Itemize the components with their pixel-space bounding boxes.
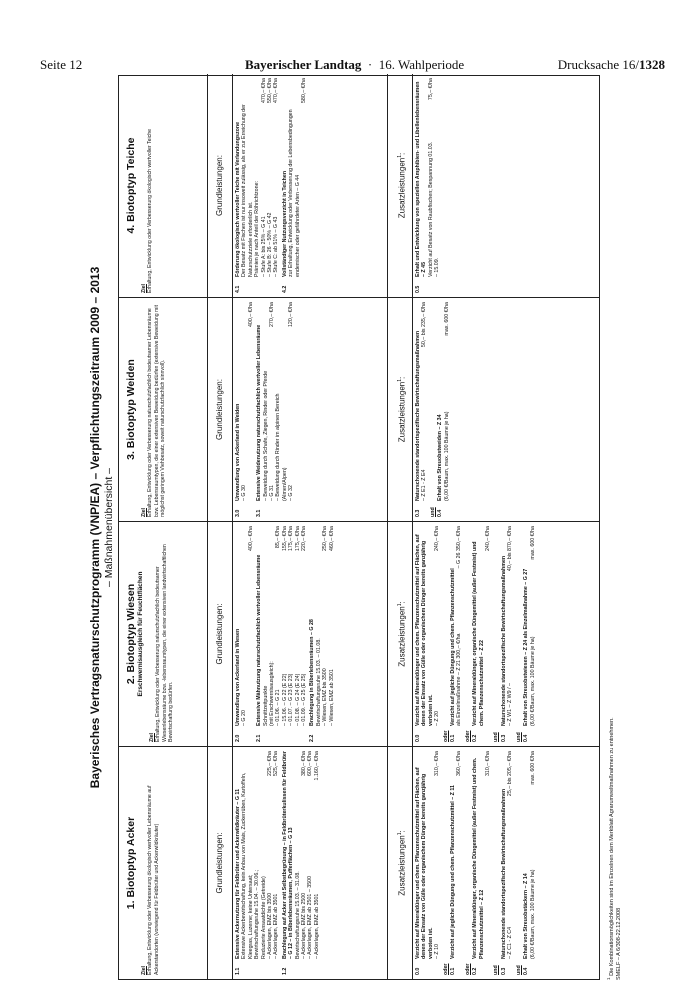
grundleistungen-heading: Grundleistungen: — [207, 74, 233, 297]
measure-body — [415, 751, 441, 959]
rate-row — [485, 751, 491, 959]
footnote-marker: 1 — [397, 832, 403, 836]
goal-text: Erhaltung, Entwicklung oder Verbesserung ökologisch wertvoller Lebensräume auf Ackerstandorten (vorwiegend für Feldbrüter und Ackerwildkräuter) — [147, 785, 160, 975]
measure-body — [415, 302, 428, 501]
measure-number: 2.2 — [309, 734, 316, 742]
measure-body — [501, 526, 514, 726]
table-subtitle: – Maßnahmenübersicht – — [103, 467, 115, 588]
rate-label — [485, 813, 491, 959]
measure-heading: Umwandlung von Ackerland in Weiden — [235, 403, 241, 501]
grundleistungen-heading: Grundleistungen: — [207, 747, 233, 979]
measure-item — [472, 526, 491, 742]
conjunction: oder — [464, 730, 471, 742]
measure-heading: Verzicht auf Mineraldünger, organische Düngemittel (außer Festmist) und chem. Pflanzenschutzmittel – Z 12 — [472, 757, 485, 959]
measure-heading: Förderung ökologisch wertvoller Teiche mit Verlandungszone — [235, 121, 241, 277]
conjunction: oder — [442, 963, 449, 975]
measure-heading: Verzicht auf jegliche Düngung und chem. Pflanzenschutzmittel – Z 11 — [450, 785, 457, 959]
measure-item — [415, 751, 441, 975]
rate-label: – Z 10 — [434, 943, 441, 959]
measure-item — [235, 302, 254, 517]
rate-label: – 01.07. – G 23 (E 23) — [288, 673, 295, 726]
rate-label — [301, 140, 307, 277]
rate-value: 240,– €/ha — [434, 526, 441, 552]
grundleistungen-list — [235, 74, 309, 297]
rate-label: – Ackerlagen, EMZ ab 3501 — [313, 893, 320, 959]
measure-body — [235, 78, 280, 277]
measure-text: Bewirtschaftungsruhe 15.04. – 30.06.; — [254, 869, 261, 959]
measure-text: Prämien je nach Anteil der Röhrichtzone: — [254, 181, 261, 277]
conjunction: oder — [442, 730, 449, 742]
measure-heading: Naturschonende standortspezifische Bewirtschaftungsmaßnahmen — [500, 555, 507, 726]
measure-number: 2.1 — [256, 734, 263, 742]
rate-row — [434, 751, 440, 959]
rate-label: – Z E1 - Z E4 — [421, 469, 428, 501]
rate-value: 250,– €/ha — [322, 526, 329, 552]
biotope-column — [119, 74, 599, 298]
rate-value: 360,– €/ha — [456, 751, 463, 777]
column-subtitle: Erschwernisausgleich für Feuchtflächen — [137, 571, 144, 697]
measure-item — [523, 526, 536, 742]
rate-label: – G 31 — [269, 485, 276, 501]
measure-item — [235, 526, 254, 742]
rate-value: 155,– €/ha — [281, 526, 288, 552]
rate-label: – Stufe A: bis 25% – G 41 — [260, 216, 267, 277]
measure-item — [282, 78, 308, 293]
footnote-marker: 1 — [397, 603, 403, 607]
column-goal — [141, 751, 160, 975]
grundleistungen-list — [235, 747, 322, 979]
goal-text: Erhaltung, Entwicklung oder Verbesserung naturschutzfachlich bedeutsamer Wiesenlebensräume bzw. -lebensraumtypen, die einer extensiven landwirtschaftlichen Bewirtschaftung bedürfen. — [155, 544, 174, 742]
measure-text: – Beweidung durch Schafe, Ziegen, Rinder oder Pferde — [262, 370, 269, 501]
measure-item — [450, 751, 463, 975]
rate-label — [456, 813, 462, 959]
measure-number: 0.2 — [472, 734, 479, 742]
rate-label — [248, 588, 254, 726]
rate-value — [275, 302, 288, 364]
rate-value: 75,– €/ha — [427, 78, 434, 101]
measure-item — [235, 751, 280, 975]
rate-value: max. 600 €/ha — [443, 302, 450, 336]
document-number: Drucksache 16/1328 — [557, 57, 665, 72]
publisher-line: Bayerischer Landtag · 16. Wahlperiode — [245, 57, 465, 72]
rate-label: – 01.08. – G 24 (E 24) — [294, 673, 301, 726]
rate-value: 400,– €/ha — [247, 526, 254, 552]
rate-row — [507, 526, 513, 726]
zusatzleistungen-list — [415, 522, 538, 746]
rate-label: (6,00 €/Baum, max. 100 Bäume je ha) — [443, 411, 450, 501]
measure-text: Extensive Ackerbewirtschaftung, kein Anbau von Mais, Zuckerrüben, Kartoffeln, Kleegras, Luzerne; keine Untersaat; — [241, 772, 254, 959]
rate-row — [428, 78, 441, 277]
rate-row — [288, 302, 294, 501]
measure-text: – G 20 — [241, 710, 248, 726]
measure-heading: Verzicht auf jegliche Düngung und chem. Pflanzenschutzmittel — [450, 568, 457, 726]
rate-row — [275, 302, 288, 501]
column-goal — [141, 302, 166, 517]
measure-text: Bewirtschaftungsruhe 15.03. – 01.08. — [315, 638, 322, 726]
rate-row — [530, 751, 536, 959]
measure-item — [256, 302, 294, 517]
column-goal — [141, 78, 154, 293]
measure-number: 3.1 — [256, 509, 263, 517]
zusatz-label: Zusatzleistungen — [397, 606, 407, 667]
rate-label: – Wiesen, EMZ ab 3501 — [328, 669, 335, 726]
measure-heading: Verzicht auf Mineraldünger und chem. Pflanzenschutzmittel auf Flächen, auf denen der Einsatz von Gülle oder organischem Dünger bereits ganzjährig verboten ist. — [415, 534, 434, 726]
measure-body — [282, 78, 308, 277]
measure-number: 0.3 — [415, 509, 421, 517]
measure-heading: Umwandlung von Ackerland in Wiesen — [235, 628, 241, 726]
biotope-column — [119, 522, 599, 747]
rate-value: 175,– €/ha — [294, 526, 301, 552]
column-title: 2. Biotoptyp Wiesen — [125, 583, 137, 685]
measure-text: (mit Erschwernisausgleich): — [269, 661, 276, 726]
rate-label: – Wiesen, EMZ bis 3500 — [322, 668, 329, 726]
goal-text: Erhaltung, Entwicklung oder Verbesserung ökologisch wertvoller Teiche — [147, 129, 154, 293]
measure-body — [235, 526, 254, 726]
rate-row — [421, 302, 427, 501]
rate-row — [273, 78, 279, 277]
measure-text: Der Besatz mit Fischen ist nur insoweit zulässig, als er zur Erreichung der Naturschutzziele erforderlich ist. — [241, 104, 254, 277]
column-title: 1. Biotoptyp Acker — [125, 816, 137, 910]
measure-number: 4.1 — [235, 285, 241, 293]
measure-item — [437, 302, 450, 517]
measure-number: 1.2 — [281, 967, 288, 975]
rate-row — [444, 302, 450, 501]
measure-item — [501, 751, 514, 975]
rate-value: 580,– €/ha — [301, 78, 308, 104]
measure-body — [256, 526, 307, 726]
goal-label: Ziel — [141, 508, 147, 517]
measure-number: 1.1 — [235, 967, 241, 975]
rate-label — [485, 588, 491, 726]
rate-row — [301, 526, 307, 726]
page-header — [40, 57, 665, 75]
goal-label: Ziel — [149, 733, 155, 742]
goal-text: Erhaltung, Entwicklung oder Verbesserung naturschutzfachlich bedeutsamer Lebensräume bzw. Lebensraumtypen, die einer extensiven Beweidung bedürfen (extensive Beweidung mit möglichst geringem Viehbesatz, soweit naturschutzfachlich sinnvoll). — [147, 305, 166, 517]
rate-label: – Ackerlagen, EMZ bis 3500 — [267, 892, 274, 959]
rate-value: 175,– €/ha — [288, 526, 295, 552]
measure-heading: Extensive Weidenutzung naturschutzfachlich wertvoller Lebensräume — [256, 324, 263, 501]
rate-value: 240,– €/ha — [485, 526, 492, 552]
rate-row — [456, 526, 462, 726]
measure-number: 0.0 — [415, 967, 421, 975]
rate-value: max. 600 €/ha — [529, 526, 536, 560]
rotated-measures-table — [88, 75, 628, 980]
measure-heading: Vollständiger Nutzungsverzicht in Teichen — [281, 170, 288, 277]
measure-body — [415, 78, 441, 277]
rate-label: – Z W1 – Z W9 / – — [507, 683, 514, 726]
rate-value: 550,– €/ha — [267, 78, 274, 104]
zusatz-colon: : — [397, 376, 407, 379]
conjunction: und — [515, 965, 522, 975]
measure-body — [523, 526, 536, 726]
rate-value: 270,– €/ha — [269, 302, 276, 328]
zusatzleistungen-list — [415, 74, 443, 297]
conjunction: und — [429, 507, 436, 517]
measure-number: 0.3 — [500, 967, 507, 975]
measure-body — [235, 751, 280, 959]
measure-number: 2.0 — [235, 734, 241, 742]
measure-item — [501, 526, 514, 742]
measure-number: 0.2 — [472, 967, 479, 975]
rate-label: – 01.06. – G 21 — [275, 689, 282, 726]
grundleistungen-list — [235, 522, 337, 746]
rate-value: max. 600 €/ha — [529, 751, 536, 785]
zusatz-label: Zusatzleistungen — [397, 381, 407, 443]
measure-heading: Brachlegung in Biberlebensräumen – G 28 — [309, 619, 316, 726]
measure-text: Schnittzeitpunkte — [262, 685, 269, 726]
measure-item — [523, 751, 536, 975]
rate-value: 120,– €/ha — [288, 302, 295, 328]
measure-number: 0.0 — [415, 734, 421, 742]
measure-body — [472, 526, 491, 726]
measure-heading: Extensive Ackernutzung für Feldbrüter und Ackerwildkräuter – G 11 — [235, 788, 241, 959]
reference-note: SMELF – A 6/308-22.12.2008 — [616, 907, 622, 980]
rate-row — [456, 751, 462, 959]
rate-value: 380,– €/ha — [301, 751, 308, 777]
rate-value: 470,– €/ha — [273, 78, 280, 104]
rate-label: – Ackerlagen, EMZ bis 2500 — [301, 892, 308, 959]
rate-value: 85,– €/ha — [275, 526, 282, 549]
footnote: $^1$ Die Kombinationsmöglichkeiten sind im Einzelnen dem Merkblatt Agrarumweltmaßnahmen zu entnehmen. — [606, 717, 615, 980]
measure-body — [309, 526, 335, 726]
measure-number: 0.4 — [523, 967, 530, 975]
measure-item — [415, 526, 441, 742]
goal-label: Ziel — [141, 966, 147, 975]
zusatz-label: Zusatzleistungen — [397, 157, 407, 219]
measure-body — [450, 751, 463, 959]
column-title: 3. Biotoptyp Weiden — [125, 359, 137, 460]
rate-label: – Z 20 — [434, 710, 441, 726]
rate-value: 470,– €/ha — [260, 78, 267, 104]
rate-label: – 01.09. – G 25 (E 25) — [301, 673, 308, 726]
rate-row — [507, 751, 513, 959]
measure-body — [415, 526, 441, 726]
conjunction: oder — [464, 963, 471, 975]
rate-value: 600,– €/ha — [307, 751, 314, 777]
measure-body — [282, 751, 320, 959]
zusatzleistungen-list — [415, 298, 452, 521]
measure-number: 0.1 — [450, 967, 457, 975]
measure-text: Reduzierte Ansaatdichte (Getreide) — [260, 876, 267, 959]
measure-number: 0.4 — [437, 509, 444, 517]
measure-text: Bewirtschaftungsruhe 15.03. – 31.08. — [294, 871, 301, 959]
rate-value: 25,– bis 205,– €/ha — [507, 751, 514, 797]
zusatz-colon: : — [397, 152, 407, 155]
rate-value: 40,– bis 870,– €/ha — [507, 526, 514, 572]
measure-heading: Extensive Mähnutzung naturschutzfachlich wertvoller Lebensräume — [256, 554, 263, 726]
rate-value: 1.160,– €/ha — [313, 751, 320, 781]
rate-value: 310,– €/ha — [434, 751, 441, 777]
goal-label: Ziel — [141, 284, 147, 293]
measure-heading: Erhalt und Entwicklung von speziellen Amphibien- und Libellenlebensräumen – Z 45 — [415, 81, 428, 277]
measure-body — [472, 751, 491, 959]
rate-row — [248, 526, 254, 726]
rate-row — [301, 78, 307, 277]
rate-value: 525,– €/ha — [273, 751, 280, 777]
conjunction: und — [493, 965, 500, 975]
rate-value: 460,– €/ha — [328, 526, 335, 552]
rate-value: 50,– bis 235,– €/ha — [421, 302, 428, 348]
footnote-marker: 1 — [397, 378, 403, 382]
measure-item — [415, 78, 441, 293]
measure-body — [450, 526, 463, 726]
measure-number: 0.5 — [415, 285, 421, 293]
measure-text: – G 30 — [241, 485, 248, 501]
measure-item — [256, 526, 307, 742]
measure-item — [472, 751, 491, 975]
zusatzleistungen-heading — [387, 747, 413, 979]
measure-number: 0.4 — [523, 734, 530, 742]
rate-label: als Einzelmaßnahme – Z 21 300,– €/ha — [456, 633, 463, 726]
measure-heading: Erhalt von Streuobstweiden – Z 34 — [437, 414, 444, 501]
rate-row — [530, 526, 536, 726]
rate-label: – Ackerlagen, EMZ ab 3501 — [273, 893, 280, 959]
measure-item — [450, 526, 463, 742]
zusatzleistungen-heading — [387, 74, 413, 297]
rate-row — [273, 751, 279, 959]
measure-body — [235, 302, 254, 501]
measure-body — [501, 751, 514, 959]
rate-value: 400,– €/ha — [247, 302, 254, 328]
measure-heading: Brachlegung auf Acker mit Selbstbegrünung – in Feldbrüterkulissen für Feldbrüter – G 12 – in Biberlebensräumen, Pufferflächen – G 13 — [281, 751, 295, 959]
measure-heading: Naturschonende standortspezifische Bewirtschaftungsmaßnahmen — [415, 330, 421, 501]
rate-label: – G 32 — [288, 485, 295, 501]
page-number: Seite 12 — [40, 57, 83, 72]
measure-item — [235, 78, 280, 293]
measure-number: 0.3 — [500, 734, 507, 742]
rate-label: – Z C1 - Z C4 — [507, 926, 514, 959]
rate-row — [314, 751, 320, 959]
rate-value: 225,– €/ha — [267, 751, 274, 777]
table-title: Bayerisches Vertragsnaturschutzprogramm (VNP/EA) – Verpflichtungszeitraum 2009 – 2013 — [88, 266, 102, 789]
column-goal — [149, 526, 174, 742]
measure-text: zur Erhaltung, Entwicklung oder Verbesserung der Lebensbedingungen endemischer oder gefährdeter Arten – G 44 — [288, 109, 301, 277]
zusatz-colon: : — [397, 601, 407, 604]
zusatzleistungen-list — [415, 747, 538, 979]
measure-number: 3.0 — [235, 509, 241, 517]
measure-body — [256, 302, 294, 501]
measure-item — [282, 751, 320, 975]
zusatzleistungen-heading — [387, 522, 413, 746]
rate-label — [248, 364, 254, 501]
rate-row — [248, 302, 254, 501]
rate-label: – Ackerlagen, EMZ ab 2501 – 3500 — [307, 875, 314, 959]
measure-heading: Naturschonende standortspezifische Bewirtschaftungsmaßnahmen — [500, 788, 507, 959]
grundleistungen-heading: Grundleistungen: — [207, 298, 233, 521]
zusatz-label: Zusatzleistungen — [397, 835, 407, 896]
rate-row — [329, 526, 335, 726]
measures-grid — [118, 75, 600, 980]
rate-label: – Stufe C: ab 51% – G 43 — [273, 216, 280, 277]
measure-number: 4.2 — [281, 285, 288, 293]
footnote-marker: 1 — [397, 154, 403, 158]
measure-body — [523, 751, 536, 959]
conjunction: und — [493, 732, 500, 742]
rate-label: Verzicht auf Besatz von Raubfischen; Bespannung 01.03. – 15.09. — [427, 141, 441, 277]
biotope-column — [119, 298, 599, 522]
grundleistungen-list — [235, 298, 297, 521]
measure-heading: Erhalt von Streuobstäckern – Z 14 — [523, 873, 530, 959]
measure-heading: Erhalt von Streuobstwiesen – Z 24 als Einzelmaßnahme – G 27 — [523, 568, 530, 726]
rate-label: – 15.06. – G 22 (E 22) — [281, 673, 288, 726]
grundleistungen-heading: Grundleistungen: — [207, 522, 233, 746]
conjunction: und — [515, 732, 522, 742]
rate-label: – Stufe B: 26 – 50% – G 42 — [267, 212, 274, 277]
rate-row — [485, 526, 491, 726]
rate-label: – Beweidung durch Rinder im alpinen Bereich (Almen/Alpen) — [275, 393, 288, 501]
zusatz-colon: : — [397, 830, 407, 833]
measure-number: 0.1 — [450, 734, 457, 742]
biotope-column — [119, 747, 599, 979]
rate-value: 310,– €/ha — [485, 751, 492, 777]
column-title: 4. Biotoptyp Teiche — [125, 137, 137, 234]
rate-label: (6,00 €/Baum, max. 100 Bäume je ha) — [529, 869, 536, 959]
measure-item — [415, 302, 428, 517]
rate-row — [434, 526, 440, 726]
measure-heading: Verzicht auf Mineraldünger und chem. Pflanzenschutzmittel auf Flächen, auf denen der Einsatz von Gülle oder organischem Dünger bereits ganzjährig verboten ist. — [415, 767, 434, 959]
measure-body — [437, 302, 450, 501]
rate-value: – G 26 350,– €/ha — [456, 526, 463, 569]
measure-heading: Verzicht auf Mineraldünger, organische Düngemittel (außer Festmist) und chem. Pflanzenschutzmittel – Z 22 — [472, 541, 485, 726]
zusatzleistungen-heading — [387, 298, 413, 521]
rate-value: 220,– €/ha — [301, 526, 308, 552]
measure-item — [309, 526, 335, 742]
rate-label: (6,00 €/Baum, max. 100 Bäume je ha) — [529, 636, 536, 726]
